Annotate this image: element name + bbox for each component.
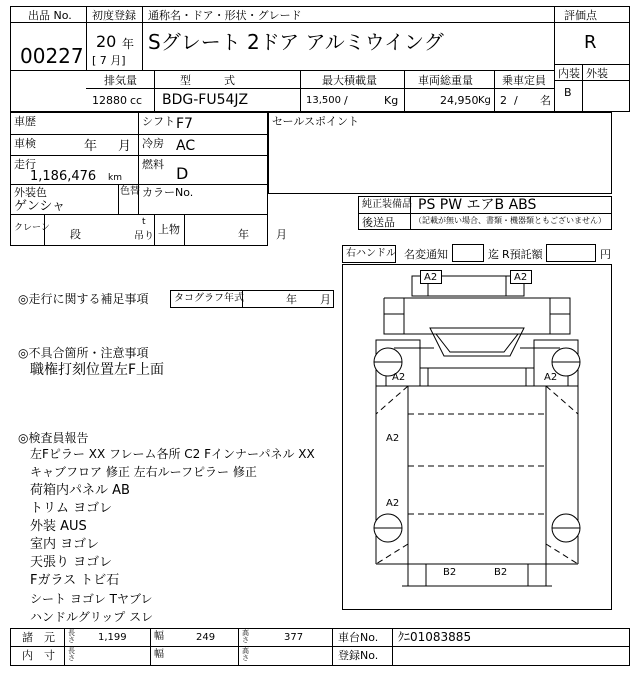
name-change-label: 名変通知 [404, 248, 448, 261]
displacement-label: 排気量 [104, 74, 137, 87]
mileage-label: 走行 [14, 158, 36, 171]
boarding-year: 年 [238, 228, 249, 241]
displacement: 12880 [92, 94, 127, 107]
report-line: 天張り ヨゴレ [30, 555, 113, 570]
rating: R [584, 32, 597, 53]
report-line: 室内 ヨゴレ [30, 537, 100, 552]
inspection-label: 車検 [14, 137, 36, 150]
tachograph-label: タコグラフ年式 [174, 293, 244, 304]
right-hand-label: 右ハンドル [346, 248, 396, 259]
inspection-month-unit: 月 [118, 139, 132, 154]
year-unit: 年 [122, 37, 135, 51]
length-value: 1,199 [98, 632, 127, 643]
boarding-label: 上物 [158, 223, 180, 236]
max-load-label: 最大積載量 [322, 74, 377, 87]
report-line: 荷箱内パネル AB [30, 483, 130, 498]
defects-text: 職権打刻位置左F上面 [30, 362, 165, 378]
width-label: 幅 [154, 631, 164, 642]
capacity: 2 [500, 94, 507, 107]
width-value: 249 [196, 632, 216, 643]
report-line: キャブフロア 修正 左右ルーフピラー 修正 [30, 465, 257, 479]
damage-mark: A2 [544, 372, 558, 383]
max-load: 13,500 [306, 95, 341, 106]
aftermarket-note: （記載が無い場合、書類・機器類ともございません） [414, 216, 606, 225]
inspector-label: ◎検査員報告 [18, 431, 89, 445]
ext-color-value: ゲンシャ [14, 199, 66, 214]
rating-label: 評価点 [564, 9, 597, 22]
inner-length-label: 長さ [68, 647, 75, 663]
length-label: 長さ [68, 629, 75, 645]
ac-value: AC [176, 138, 196, 154]
report-line: 外装 AUS [30, 519, 87, 534]
grade-label: 通称名・ドア・形状・グレード [148, 9, 302, 22]
color-code-label: カラーNo. [142, 186, 194, 199]
first-reg-month: [ 7 月] [92, 54, 126, 67]
damage-mark: A2 [386, 498, 400, 509]
name-change-box [452, 244, 484, 262]
max-load-unit: Kg [384, 94, 399, 107]
damage-mark: B2 [494, 567, 508, 578]
mileage-unit: km [108, 173, 122, 183]
grade: Sグレート 2ドア アルミウイング [148, 30, 444, 54]
damage-mark: A2 [424, 272, 438, 283]
report-line: Fガラス トビ石 [30, 573, 120, 588]
reg-label: 登録No. [338, 649, 379, 662]
report-line: 左Fピラー XX フレーム各所 C2 Fインナーパネル XX [30, 447, 315, 461]
truck-top-view-diagram [342, 264, 612, 610]
shift-value: F7 [176, 116, 193, 132]
ext-color-label: 外装色 [14, 186, 47, 199]
ac-label: 冷房 [142, 137, 164, 150]
damage-mark: A2 [386, 433, 400, 444]
boarding-month: 月 [276, 228, 287, 241]
height-value: 377 [284, 632, 304, 643]
defects-label: ◎不具合箇所・注意事項 [18, 346, 149, 360]
fuel-label: 燃料 [142, 158, 164, 171]
report-line: トリム ヨゴレ [30, 501, 113, 516]
inspection-year-unit: 年 [84, 139, 98, 154]
tachograph-year-unit: 年 [286, 293, 297, 306]
tachograph-month-unit: 月 [320, 293, 331, 306]
capacity-label: 乗車定員 [502, 74, 546, 87]
standard-equip: PS PW エアB ABS [418, 197, 537, 213]
chassis-value: ｸﾆ01083885 [398, 630, 472, 644]
max-load-sep: / [344, 94, 348, 107]
crane-steps: 段 [70, 228, 81, 241]
damage-mark: B2 [443, 567, 457, 578]
first-reg-year: 20 [96, 32, 117, 51]
displacement-unit: cc [130, 94, 143, 107]
fuel-value: D [176, 164, 189, 183]
height-label: 高さ [242, 629, 249, 645]
inner-height-label: 高さ [242, 647, 249, 663]
damage-mark: A2 [514, 272, 528, 283]
history-label: 車歴 [14, 115, 36, 128]
damage-mark: A2 [392, 372, 406, 383]
mileage-value: 1,186,476 [30, 169, 97, 184]
gross-weight-unit: Kg [478, 95, 491, 106]
capacity-sep: / [514, 94, 518, 107]
model: BDG-FU54JZ [162, 92, 249, 108]
report-line: ハンドルグリップ スレ [30, 610, 154, 624]
shift-label: シフト [142, 115, 175, 128]
exterior-label: 外装 [586, 67, 608, 80]
model-label: 型 式 [180, 74, 235, 87]
sep-label: 迄 [488, 248, 499, 261]
inner-width-label: 幅 [154, 649, 164, 660]
sales-point-label: セールスポイント [272, 115, 360, 128]
crane-t: t [142, 217, 146, 227]
inner-dims-label: 内 寸 [22, 649, 55, 662]
capacity-unit: 名 [540, 94, 551, 107]
interior-score: B [564, 86, 572, 99]
r-fee-box [546, 244, 596, 262]
yen-label: 円 [600, 248, 611, 261]
interior-label: 内装 [558, 67, 580, 80]
chassis-label: 車台No. [338, 631, 379, 644]
color-no-label: 色替 [120, 186, 140, 197]
gross-weight: 24,950 [440, 94, 479, 107]
aftermarket-label: 後送品 [362, 216, 395, 229]
gross-weight-label: 車両総重量 [418, 74, 473, 87]
standard-equip-label: 純正装備品 [362, 199, 412, 210]
crane-hanging: 吊り [134, 231, 154, 242]
dims-label: 諸 元 [22, 631, 55, 644]
lot-no: 00227 [20, 44, 84, 68]
driving-note-label: ◎走行に関する補足事項 [18, 292, 149, 306]
lot-no-label: 出品 No. [28, 9, 72, 22]
crane-label: クレーン [14, 223, 50, 233]
report-line: シート ヨゴレ Tヤブレ [30, 592, 153, 606]
r-fee-label: R預託額 [502, 248, 543, 261]
first-reg-label: 初度登録 [92, 9, 136, 22]
